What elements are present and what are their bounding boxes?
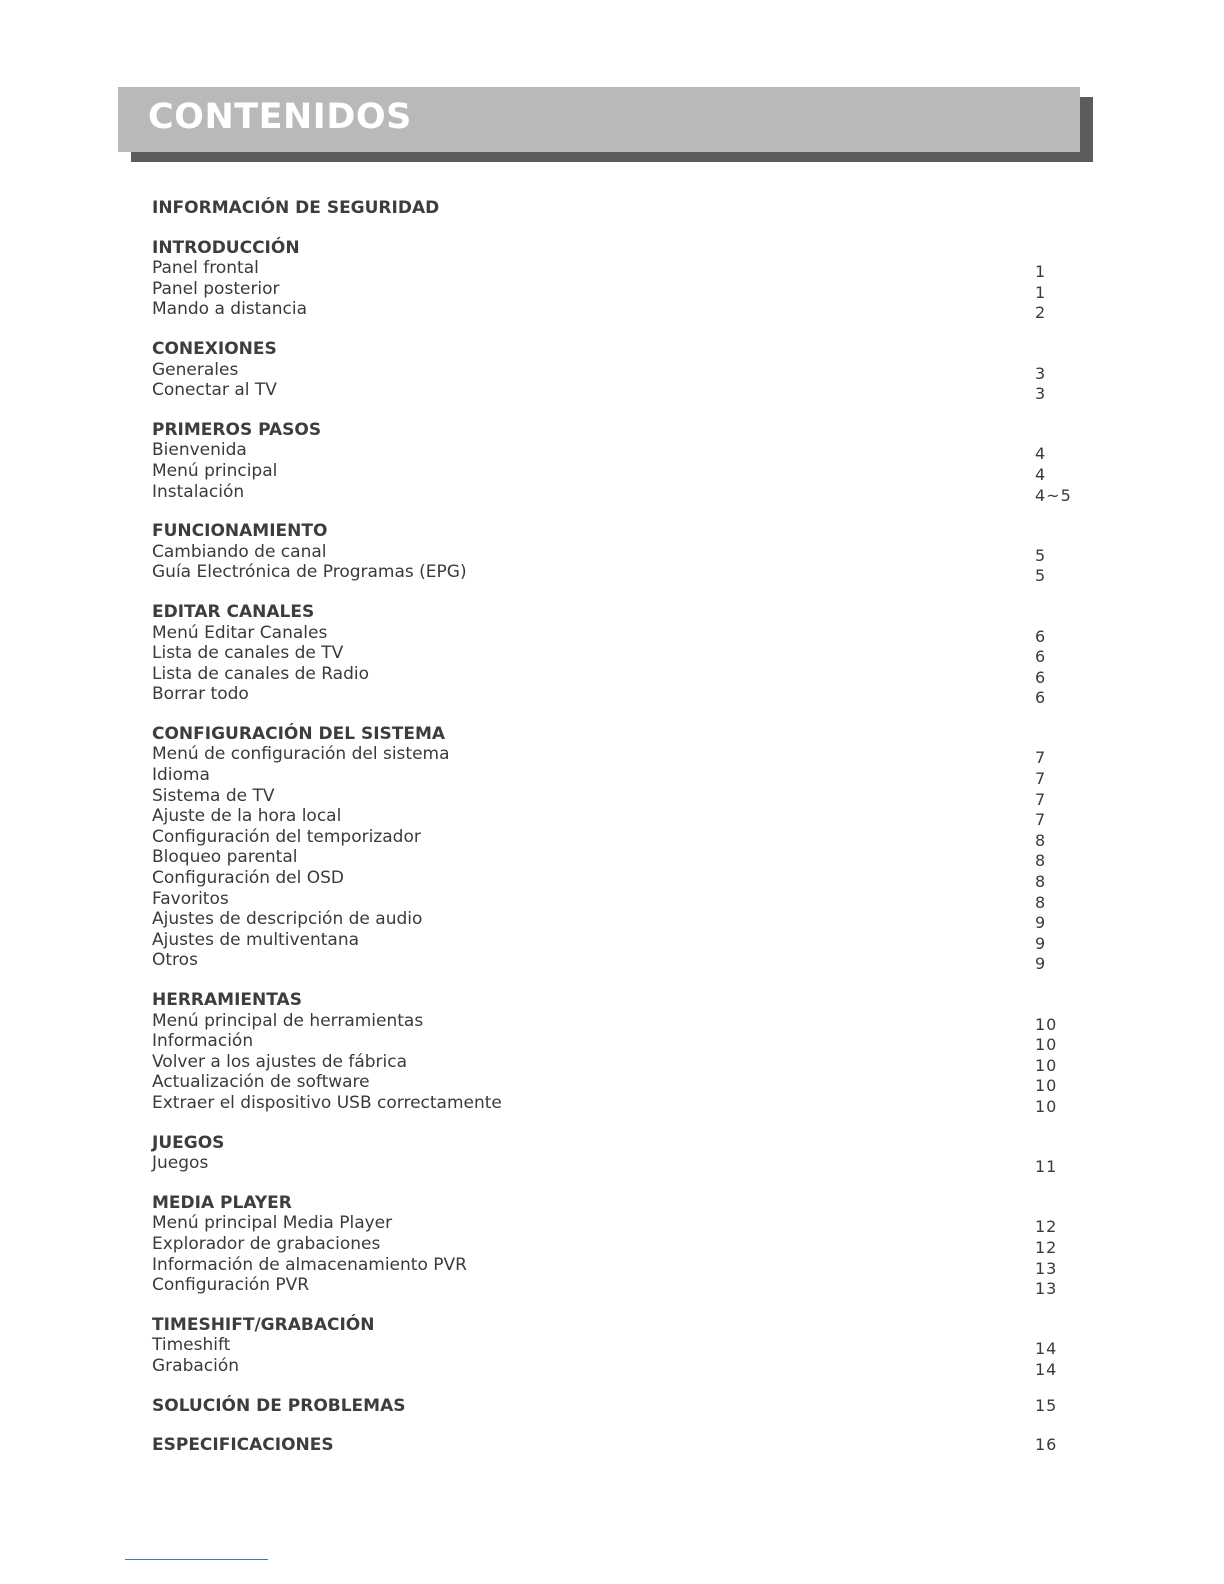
toc-entry-page-number: 5 [1035,566,1047,586]
toc-entry-label: Conectar al TV [152,380,277,401]
toc-section [152,601,1072,708]
section-heading-label: INFORMACIÓN DE SEGURIDAD [152,198,440,218]
table-of-contents [152,198,1072,1475]
toc-entry[interactable] [152,380,1072,404]
toc-entry-page-number: 14 [1035,1339,1058,1359]
toc-entry-label: Explorador de grabaciones [152,1233,381,1254]
section-heading-label: TIMESHIFT/GRABACIÓN [152,1314,375,1335]
toc-entry-label: Guía Electrónica de Programas (EPG) [152,562,467,583]
toc-entry-label: Bienvenida [152,440,247,461]
toc-entry-page-number: 1 [1035,282,1047,302]
toc-entry[interactable] [152,684,1072,708]
section-heading[interactable] [152,1315,1072,1336]
toc-entry[interactable] [152,279,1072,300]
toc-entry-page-number: 5 [1035,545,1047,565]
toc-section [152,1435,1072,1456]
toc-entry-label: Menú Editar Canales [152,622,328,643]
toc-entry[interactable] [152,1275,1072,1299]
toc-entry[interactable] [152,1011,1072,1032]
toc-entry-page-number: 7 [1035,810,1047,830]
toc-entry-page-number: 6 [1035,667,1047,687]
toc-entry-page-number: 9 [1035,954,1047,974]
section-heading[interactable] [152,339,1072,360]
toc-entry-label: Menú principal [152,460,278,481]
toc-entry-page-number: 4~5 [1035,485,1072,505]
toc-entry-label: Bloqueo parental [152,847,298,868]
toc-entry-label: Favoritos [152,888,229,909]
toc-entry-label: Ajustes de descripción de audio [152,909,423,930]
toc-entry-page-number: 7 [1035,769,1047,789]
toc-entry[interactable] [152,889,1072,910]
toc-entry-label: Otros [152,950,198,971]
toc-entry-label: Instalación [152,481,245,502]
toc-entry-label: Ajuste de la hora local [152,806,342,827]
toc-entry-page-number: 10 [1035,1076,1058,1096]
toc-entry[interactable] [152,542,1072,563]
toc-entry[interactable] [152,827,1072,848]
section-heading-label: ESPECIFICACIONES [152,1435,334,1456]
toc-entry-label: Ajustes de multiventana [152,929,360,950]
toc-section [152,338,1072,404]
toc-entry-page-number: 13 [1035,1258,1058,1278]
section-heading[interactable] [152,724,1072,745]
section-heading-label: HERRAMIENTAS [152,990,302,1010]
toc-entry-page-number: 4 [1035,464,1047,484]
section-heading[interactable] [152,602,1072,623]
toc-entry[interactable] [152,664,1072,685]
section-heading[interactable] [152,1193,1072,1214]
section-heading-label: CONEXIONES [152,338,277,359]
toc-entry-label: Cambiando de canal [152,541,327,562]
toc-entry-page-number: 12 [1035,1237,1058,1257]
toc-entry-label: Información [152,1031,254,1052]
section-heading[interactable] [152,1396,1072,1417]
section-heading[interactable] [152,238,1072,259]
toc-entry-page-number: 12 [1035,1217,1058,1237]
toc-entry[interactable] [152,930,1072,951]
toc-entry-label: Sistema de TV [152,785,275,806]
page-title: CONTENIDOS [148,97,412,137]
toc-entry[interactable] [152,562,1072,586]
toc-entry[interactable] [152,765,1072,789]
toc-entry-page-number: 6 [1035,688,1047,708]
toc-entry-page-number: 11 [1035,1157,1058,1177]
toc-entry[interactable] [152,643,1072,667]
toc-entry-label: Panel posterior [152,278,280,299]
toc-entry[interactable] [152,786,1072,807]
toc-entry-page-number: 13 [1035,1279,1058,1299]
toc-entry-label: Menú de configuración del sistema [152,744,450,765]
section-heading[interactable] [152,198,1072,219]
toc-entry-label: Información de almacenamiento PVR [152,1254,467,1275]
toc-entry-label: Configuración del temporizador [152,826,421,847]
toc-entry[interactable] [152,258,1072,282]
toc-section [152,1192,1072,1299]
toc-section [152,521,1072,586]
toc-entry[interactable] [152,482,1072,503]
section-heading-label: EDITAR CANALES [152,601,315,622]
toc-entry[interactable] [152,299,1072,323]
toc-entry[interactable] [152,1072,1072,1096]
section-heading[interactable] [152,1435,1072,1456]
toc-entry-page-number: 10 [1035,1014,1058,1034]
toc-entry-label: Borrar todo [152,684,249,705]
toc-entry-label: Configuración PVR [152,1275,310,1296]
section-heading[interactable] [152,1133,1072,1154]
footer-link-underline [125,1559,268,1560]
section-heading[interactable] [152,990,1072,1011]
toc-entry-page-number: 10 [1035,1096,1058,1116]
toc-section [152,1132,1072,1177]
toc-section [152,1396,1072,1417]
section-heading-label: CONFIGURACIÓN DEL SISTEMA [152,723,446,744]
toc-entry-label: Menú principal de herramientas [152,1010,424,1031]
toc-section [152,419,1072,505]
toc-entry-page-number: 2 [1035,303,1047,323]
toc-entry-page-number: 10 [1035,1035,1058,1055]
toc-entry[interactable] [152,360,1072,381]
toc-entry-label: Panel frontal [152,258,259,279]
toc-entry-label: Juegos [152,1153,209,1174]
toc-entry[interactable] [152,909,1072,933]
toc-entry[interactable] [152,1093,1072,1114]
toc-entry-label: Lista de canales de Radio [152,663,370,684]
toc-entry-page-number: 7 [1035,789,1047,809]
toc-entry[interactable] [152,868,1072,892]
toc-entry-page-number: 1 [1035,262,1047,282]
toc-entry-label: Extraer el dispositivo USB correctamente [152,1092,502,1113]
toc-entry[interactable] [152,847,1072,871]
toc-entry[interactable] [152,440,1072,464]
toc-entry[interactable] [152,1153,1072,1177]
toc-section [152,198,1072,219]
toc-entry[interactable] [152,1052,1072,1073]
toc-entry-page-number: 14 [1035,1359,1058,1379]
toc-entry-label: Volver a los ajustes de fábrica [152,1051,408,1072]
toc-entry[interactable] [152,623,1072,644]
section-page-number: 15 [1035,1395,1058,1415]
toc-entry-label: Lista de canales de TV [152,643,344,664]
toc-entry-page-number: 8 [1035,892,1047,912]
toc-entry-page-number: 7 [1035,748,1047,768]
section-heading[interactable] [152,420,1072,441]
section-heading-label: PRIMEROS PASOS [152,419,322,440]
toc-entry[interactable] [152,744,1072,768]
toc-section [152,723,1072,974]
toc-entry-page-number: 10 [1035,1055,1058,1075]
section-page-number: 16 [1035,1435,1058,1455]
toc-entry-page-number: 3 [1035,363,1047,383]
toc-section [152,990,1072,1114]
toc-entry-page-number: 3 [1035,384,1047,404]
section-heading-label: MEDIA PLAYER [152,1192,292,1213]
toc-entry-page-number: 4 [1035,444,1047,464]
toc-entry[interactable] [152,1234,1072,1255]
toc-entry[interactable] [152,1356,1072,1377]
toc-entry-label: Configuración del OSD [152,868,345,889]
toc-entry-page-number: 6 [1035,647,1047,667]
toc-entry-label: Generales [152,359,239,380]
section-heading-label: SOLUCIÓN DE PROBLEMAS [152,1395,406,1416]
toc-entry[interactable] [152,950,1072,974]
toc-entry-label: Actualización de software [152,1072,370,1093]
toc-entry[interactable] [152,1213,1072,1237]
toc-section [152,1315,1072,1377]
toc-entry[interactable] [152,1255,1072,1276]
toc-entry-page-number: 9 [1035,933,1047,953]
toc-entry-label: Idioma [152,765,210,786]
toc-entry-page-number: 9 [1035,913,1047,933]
toc-entry-label: Menú principal Media Player [152,1213,393,1234]
toc-entry[interactable] [152,806,1072,830]
toc-entry-page-number: 8 [1035,830,1047,850]
toc-entry-page-number: 6 [1035,626,1047,646]
title-banner [118,87,1080,152]
toc-entry[interactable] [152,1031,1072,1055]
toc-entry[interactable] [152,461,1072,482]
section-heading-label: INTRODUCCIÓN [152,237,300,258]
toc-section [152,237,1072,323]
section-heading-label: FUNCIONAMIENTO [152,521,328,542]
toc-entry-page-number: 8 [1035,851,1047,871]
toc-entry-page-number: 8 [1035,872,1047,892]
section-heading-label: JUEGOS [152,1132,225,1153]
toc-entry-label: Mando a distancia [152,299,307,320]
toc-entry-label: Timeshift [152,1335,231,1356]
toc-entry-label: Grabación [152,1355,240,1376]
section-heading[interactable] [152,521,1072,542]
toc-entry[interactable] [152,1335,1072,1359]
